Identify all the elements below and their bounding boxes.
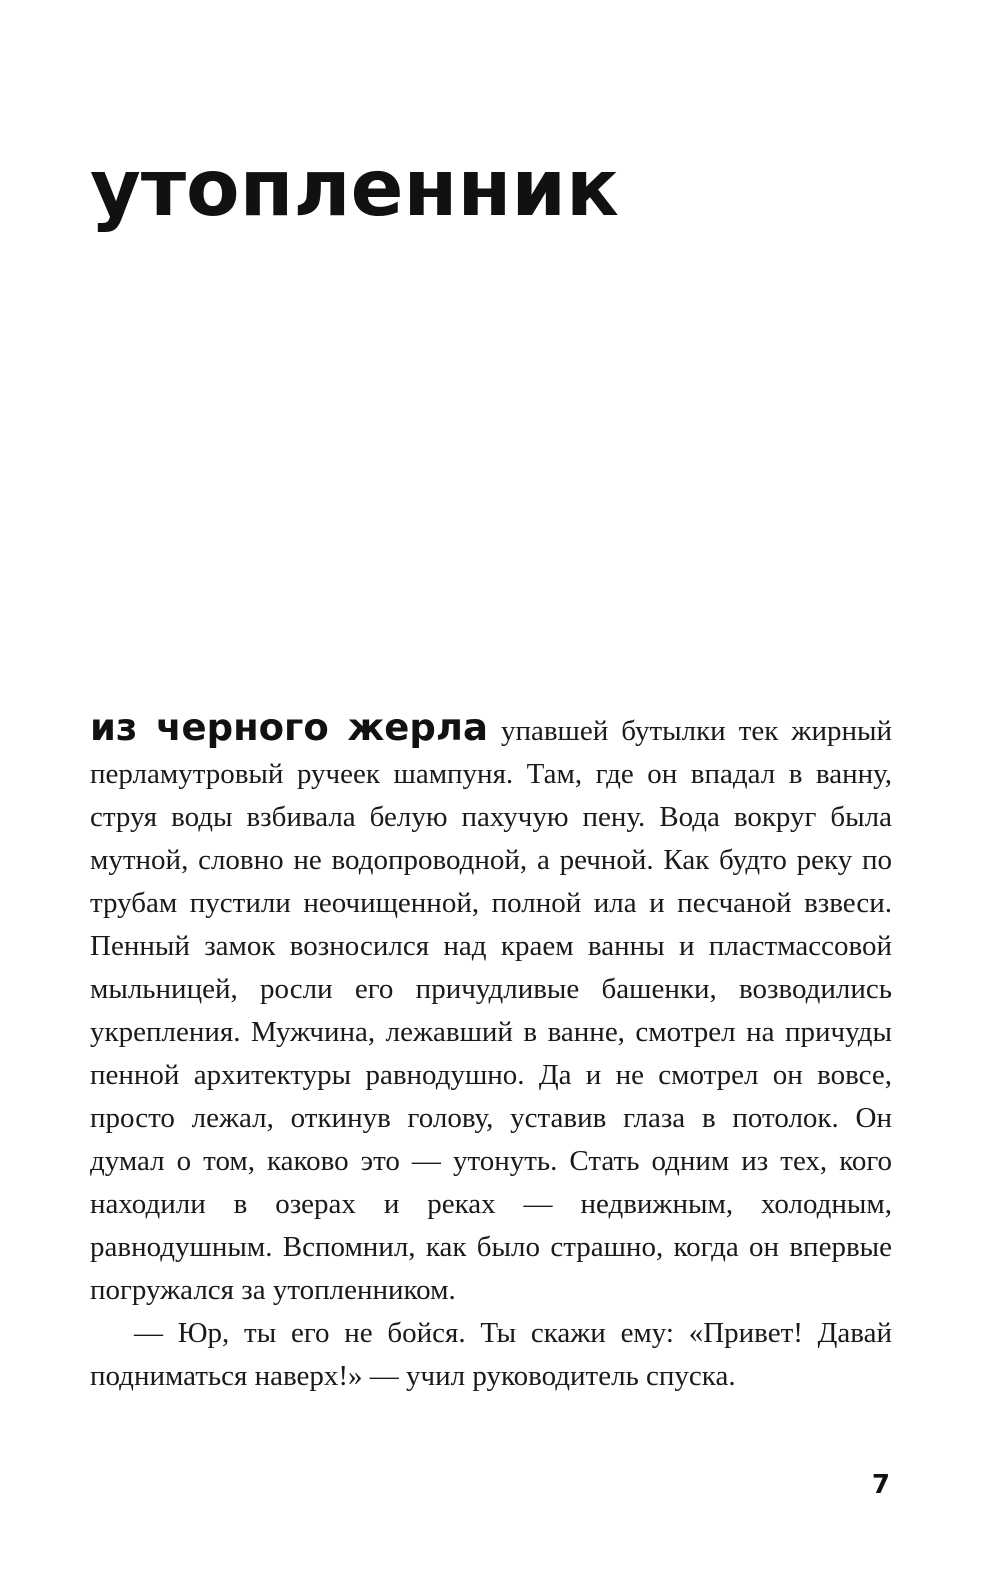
body-text <box>90 706 892 1398</box>
paragraph-1-text: упавшей бутылки тек жирный перламутровый ручеек шампуня. Там, где он впадал в ванну, струя воды взбивала белую пахучую пену. Вода вокруг была мутной, словно не водопроводной, а речной. Как будто реку по трубам пустили неочищенной, полной ила и песчаной взвеси. Пенный замок возносился над краем ванны и пластмассовой мыльницей, росли его причудливые башенки, возводились укрепления. Мужчина, лежавший в ванне, смотрел на причуды пенной архитектуры равнодушно. Да и не смотрел он вовсе, просто лежал, откинув голову, уставив глаза в потолок. Он думал о том, каково это — утонуть. Стать одним из тех, кого находили в озерах и реках — недвижным, холодным, равнодушным. Вспомнил, как было страшно, когда он впервые погружался за утопленником. <box>90 715 892 1306</box>
chapter-title: утопленник <box>90 144 619 234</box>
lead-in-phrase: из черного жерла <box>90 706 488 749</box>
paragraph-1 <box>90 706 892 1312</box>
paragraph-2: — Юр, ты его не бойся. Ты скажи ему: «Привет! Давай подниматься наверх!» — учил руководитель спуска. <box>90 1317 892 1392</box>
page-number: 7 <box>871 1470 890 1500</box>
